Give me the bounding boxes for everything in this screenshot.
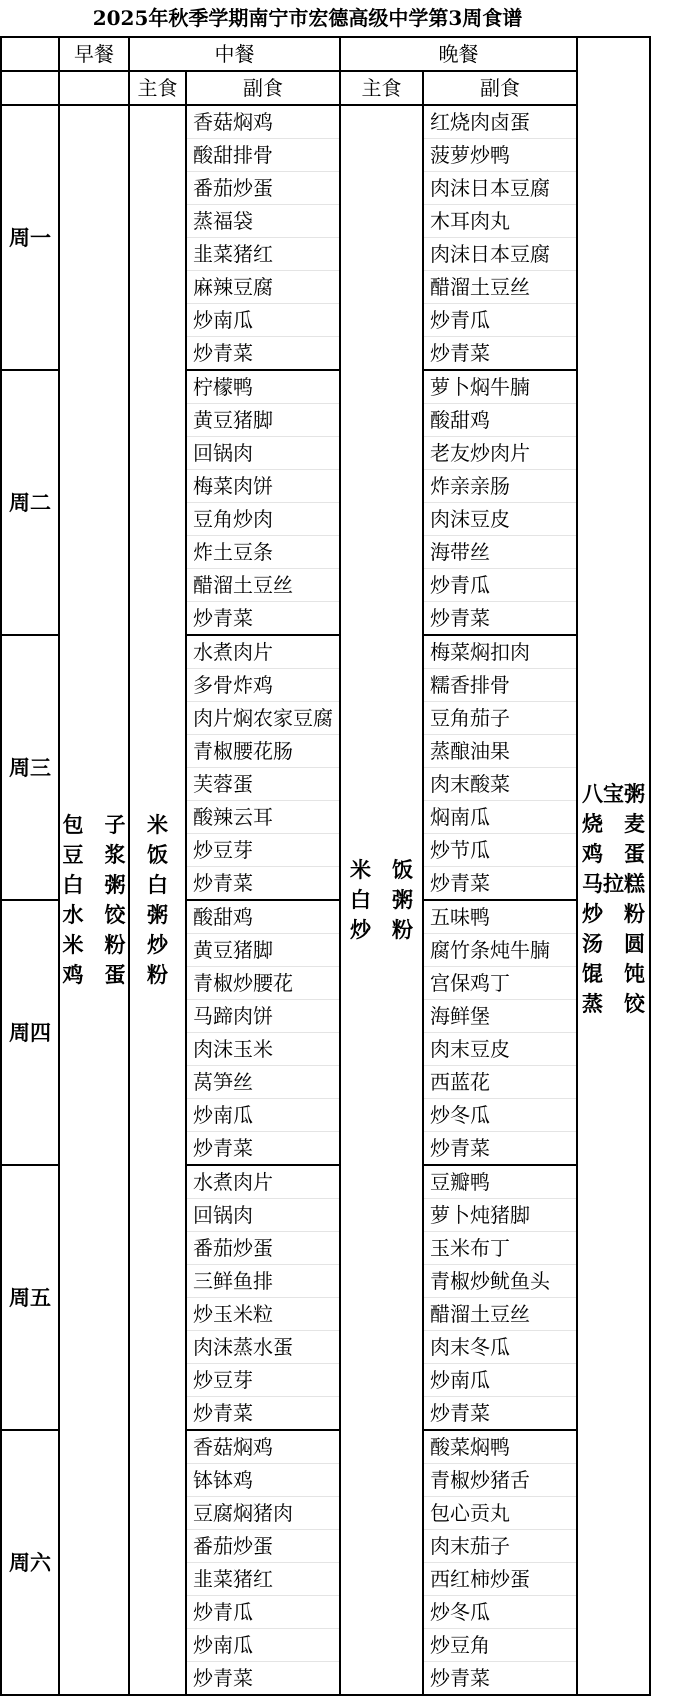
- dinner-dish: 海带丝: [423, 536, 577, 569]
- dinner-dish: 炒冬瓜: [423, 1099, 577, 1132]
- dinner-dish: 梅菜焖扣肉: [423, 635, 577, 669]
- breakfast-items-line: 水 饺: [62, 901, 126, 927]
- dinner-dish: 炒南瓜: [423, 1364, 577, 1397]
- dinner-dish: 糯香排骨: [423, 669, 577, 702]
- lunch-dish: 钵钵鸡: [186, 1464, 340, 1497]
- breakfast-items-line: 鸡 蛋: [62, 961, 126, 987]
- day-label: 周五: [1, 1165, 59, 1430]
- lunch-dish: 番茄炒蛋: [186, 1530, 340, 1563]
- lunch-dish: 番茄炒蛋: [186, 1232, 340, 1265]
- breakfast-items-line: 米 粉: [62, 931, 126, 957]
- lunch-dish: 青椒腰花肠: [186, 735, 340, 768]
- weekly-menu-table: [0, 36, 651, 1696]
- dinner-dish: 青椒炒猪舌: [423, 1464, 577, 1497]
- day-label: 周三: [1, 635, 59, 900]
- dinner-dish: 肉末豆皮: [423, 1033, 577, 1066]
- lunch-dish: 炒青菜: [186, 602, 340, 636]
- lunch-dish: 炒青菜: [186, 1662, 340, 1696]
- menu-title: 2025年秋季学期南宁市宏德高级中学第3周食谱: [92, 6, 523, 30]
- dinner-dish: 炒青菜: [423, 602, 577, 636]
- dinner-staple-items-line: 米 饭: [350, 856, 413, 882]
- dinner-dish: 红烧肉卤蛋: [423, 105, 577, 139]
- lunch-dish: 梅菜肉饼: [186, 470, 340, 503]
- lunch-dish: 水煮肉片: [186, 635, 340, 669]
- lunch-side-header: 副食: [186, 71, 340, 105]
- day-label: 周四: [1, 900, 59, 1165]
- lunch-staple-header: 主食: [129, 71, 186, 105]
- dinner-dish: 炒青菜: [423, 867, 577, 901]
- dinner-dish: 焖南瓜: [423, 801, 577, 834]
- lunch-dish: 香菇焖鸡: [186, 1430, 340, 1464]
- breakfast-header: 早餐: [59, 37, 129, 71]
- lunch-dish: 炒南瓜: [186, 304, 340, 337]
- late-night-items: [582, 779, 645, 1019]
- lunch-dish: 炒青菜: [186, 867, 340, 901]
- dinner-dish: 西红柿炒蛋: [423, 1563, 577, 1596]
- late-night-items-line: 烧 麦: [582, 811, 645, 836]
- lunch-dish: 韭菜猪红: [186, 238, 340, 271]
- corner-cell-2: [1, 71, 59, 105]
- dinner-dish: 包心贡丸: [423, 1497, 577, 1530]
- dinner-dish: 酸菜焖鸭: [423, 1430, 577, 1464]
- day-label: 周六: [1, 1430, 59, 1695]
- late-night-items-line: 鸡 蛋: [582, 841, 645, 866]
- lunch-dish: 炒青瓜: [186, 1596, 340, 1629]
- dinner-dish: 菠萝炒鸭: [423, 139, 577, 172]
- dinner-dish: 萝卜焖牛腩: [423, 370, 577, 404]
- dinner-dish: 炒节瓜: [423, 834, 577, 867]
- lunch-dish: 炸土豆条: [186, 536, 340, 569]
- lunch-staple-items-line: 粥: [147, 901, 168, 927]
- lunch-dish: 多骨炸鸡: [186, 669, 340, 702]
- lunch-staple-items-line: 粉: [147, 961, 168, 987]
- menu-row: [1, 105, 650, 139]
- late-night-items-line: 八宝粥: [582, 781, 645, 806]
- lunch-staple-items-line: 炒: [147, 931, 168, 957]
- breakfast-items-line: 豆 浆: [62, 841, 126, 867]
- lunch-staple-items-line: 白: [147, 871, 168, 897]
- dinner-dish: 炒豆角: [423, 1629, 577, 1662]
- dinner-dish: 醋溜土豆丝: [423, 271, 577, 304]
- late-night-items-line: 蒸 饺: [582, 991, 645, 1016]
- dinner-dish: 炒青菜: [423, 1397, 577, 1431]
- lunch-dish: 炒南瓜: [186, 1629, 340, 1662]
- dinner-header: 晚餐: [340, 37, 577, 71]
- dinner-dish: 蒸酿油果: [423, 735, 577, 768]
- lunch-dish: 炒豆芽: [186, 834, 340, 867]
- dinner-staple-items: [350, 855, 413, 945]
- dinner-dish: 炒青菜: [423, 1132, 577, 1166]
- dinner-staple-cell: [340, 105, 423, 1695]
- late-night-items-line: 馄 饨: [582, 961, 645, 986]
- corner-cell: [1, 37, 59, 71]
- lunch-staple-items-line: 米: [147, 811, 168, 837]
- dinner-side-header: 副食: [423, 71, 577, 105]
- lunch-staple-cell: [129, 105, 186, 1695]
- dinner-dish: 肉沫日本豆腐: [423, 238, 577, 271]
- late-night-cell: [577, 105, 650, 1695]
- dinner-dish: 海鲜堡: [423, 1000, 577, 1033]
- dinner-staple-header: 主食: [340, 71, 423, 105]
- lunch-dish: 香菇焖鸡: [186, 105, 340, 139]
- lunch-dish: 肉沫蒸水蛋: [186, 1331, 340, 1364]
- breakfast-items: [63, 810, 126, 990]
- lunch-dish: 马蹄肉饼: [186, 1000, 340, 1033]
- dinner-dish: 西蓝花: [423, 1066, 577, 1099]
- dinner-dish: 炸亲亲肠: [423, 470, 577, 503]
- lunch-dish: 酸甜鸡: [186, 900, 340, 934]
- dinner-dish: 炒青瓜: [423, 304, 577, 337]
- lunch-dish: 肉片焖农家豆腐: [186, 702, 340, 735]
- dinner-dish: 炒青菜: [423, 1662, 577, 1696]
- lunch-dish: 豆腐焖猪肉: [186, 1497, 340, 1530]
- lunch-dish: 三鲜鱼排: [186, 1265, 340, 1298]
- lunch-dish: 炒青菜: [186, 1132, 340, 1166]
- lunch-dish: 肉沫玉米: [186, 1033, 340, 1066]
- lunch-staple-items: [147, 810, 168, 990]
- late-night-header: [577, 37, 650, 105]
- dinner-dish: 豆角茄子: [423, 702, 577, 735]
- dinner-dish: 酸甜鸡: [423, 404, 577, 437]
- late-night-items-line: 炒 粉: [582, 901, 645, 926]
- lunch-dish: 青椒炒腰花: [186, 967, 340, 1000]
- lunch-dish: 酸辣云耳: [186, 801, 340, 834]
- lunch-dish: 黄豆猪脚: [186, 934, 340, 967]
- day-label: 周一: [1, 105, 59, 370]
- dinner-dish: 肉末茄子: [423, 1530, 577, 1563]
- late-night-items-line: 汤 圆: [582, 931, 645, 956]
- lunch-dish: 莴笋丝: [186, 1066, 340, 1099]
- lunch-dish: 炒玉米粒: [186, 1298, 340, 1331]
- dinner-dish: 豆瓣鸭: [423, 1165, 577, 1199]
- dinner-dish: 炒青菜: [423, 337, 577, 371]
- lunch-dish: 豆角炒肉: [186, 503, 340, 536]
- breakfast-cell: [59, 105, 129, 1695]
- lunch-dish: 柠檬鸭: [186, 370, 340, 404]
- lunch-dish: 炒南瓜: [186, 1099, 340, 1132]
- dinner-dish: 青椒炒鱿鱼头: [423, 1265, 577, 1298]
- dinner-dish: 肉沫日本豆腐: [423, 172, 577, 205]
- lunch-dish: 醋溜土豆丝: [186, 569, 340, 602]
- lunch-dish: 回锅肉: [186, 437, 340, 470]
- lunch-dish: 芙蓉蛋: [186, 768, 340, 801]
- lunch-dish: 炒豆芽: [186, 1364, 340, 1397]
- dinner-dish: 萝卜炖猪脚: [423, 1199, 577, 1232]
- dinner-dish: 腐竹条炖牛腩: [423, 934, 577, 967]
- lunch-dish: 酸甜排骨: [186, 139, 340, 172]
- dinner-dish: 肉末冬瓜: [423, 1331, 577, 1364]
- lunch-dish: 炒青菜: [186, 337, 340, 371]
- dinner-dish: 肉沫豆皮: [423, 503, 577, 536]
- lunch-header: 中餐: [129, 37, 340, 71]
- header-row-types: [1, 71, 650, 105]
- lunch-dish: 韭菜猪红: [186, 1563, 340, 1596]
- lunch-dish: 蒸福袋: [186, 205, 340, 238]
- dinner-dish: 炒冬瓜: [423, 1596, 577, 1629]
- dinner-dish: 五味鸭: [423, 900, 577, 934]
- dinner-dish: 醋溜土豆丝: [423, 1298, 577, 1331]
- lunch-dish: 回锅肉: [186, 1199, 340, 1232]
- dinner-dish: 肉末酸菜: [423, 768, 577, 801]
- dinner-dish: 炒青瓜: [423, 569, 577, 602]
- day-label: 周二: [1, 370, 59, 635]
- dinner-dish: 木耳肉丸: [423, 205, 577, 238]
- dinner-staple-items-line: 白 粥: [350, 886, 413, 912]
- lunch-dish: 麻辣豆腐: [186, 271, 340, 304]
- lunch-dish: 炒青菜: [186, 1397, 340, 1431]
- header-row-meals: [1, 37, 650, 71]
- late-night-items-line: 马拉糕: [582, 871, 645, 896]
- breakfast-items-line: 包 子: [62, 811, 126, 837]
- dinner-staple-items-line: 炒 粉: [350, 916, 413, 942]
- breakfast-items-line: 白 粥: [62, 871, 126, 897]
- dinner-dish: 老友炒肉片: [423, 437, 577, 470]
- breakfast-subheader: [59, 71, 129, 105]
- lunch-dish: 水煮肉片: [186, 1165, 340, 1199]
- dinner-dish: 玉米布丁: [423, 1232, 577, 1265]
- dinner-dish: 宫保鸡丁: [423, 967, 577, 1000]
- lunch-dish: 番茄炒蛋: [186, 172, 340, 205]
- lunch-dish: 黄豆猪脚: [186, 404, 340, 437]
- lunch-staple-items-line: 饭: [147, 841, 168, 867]
